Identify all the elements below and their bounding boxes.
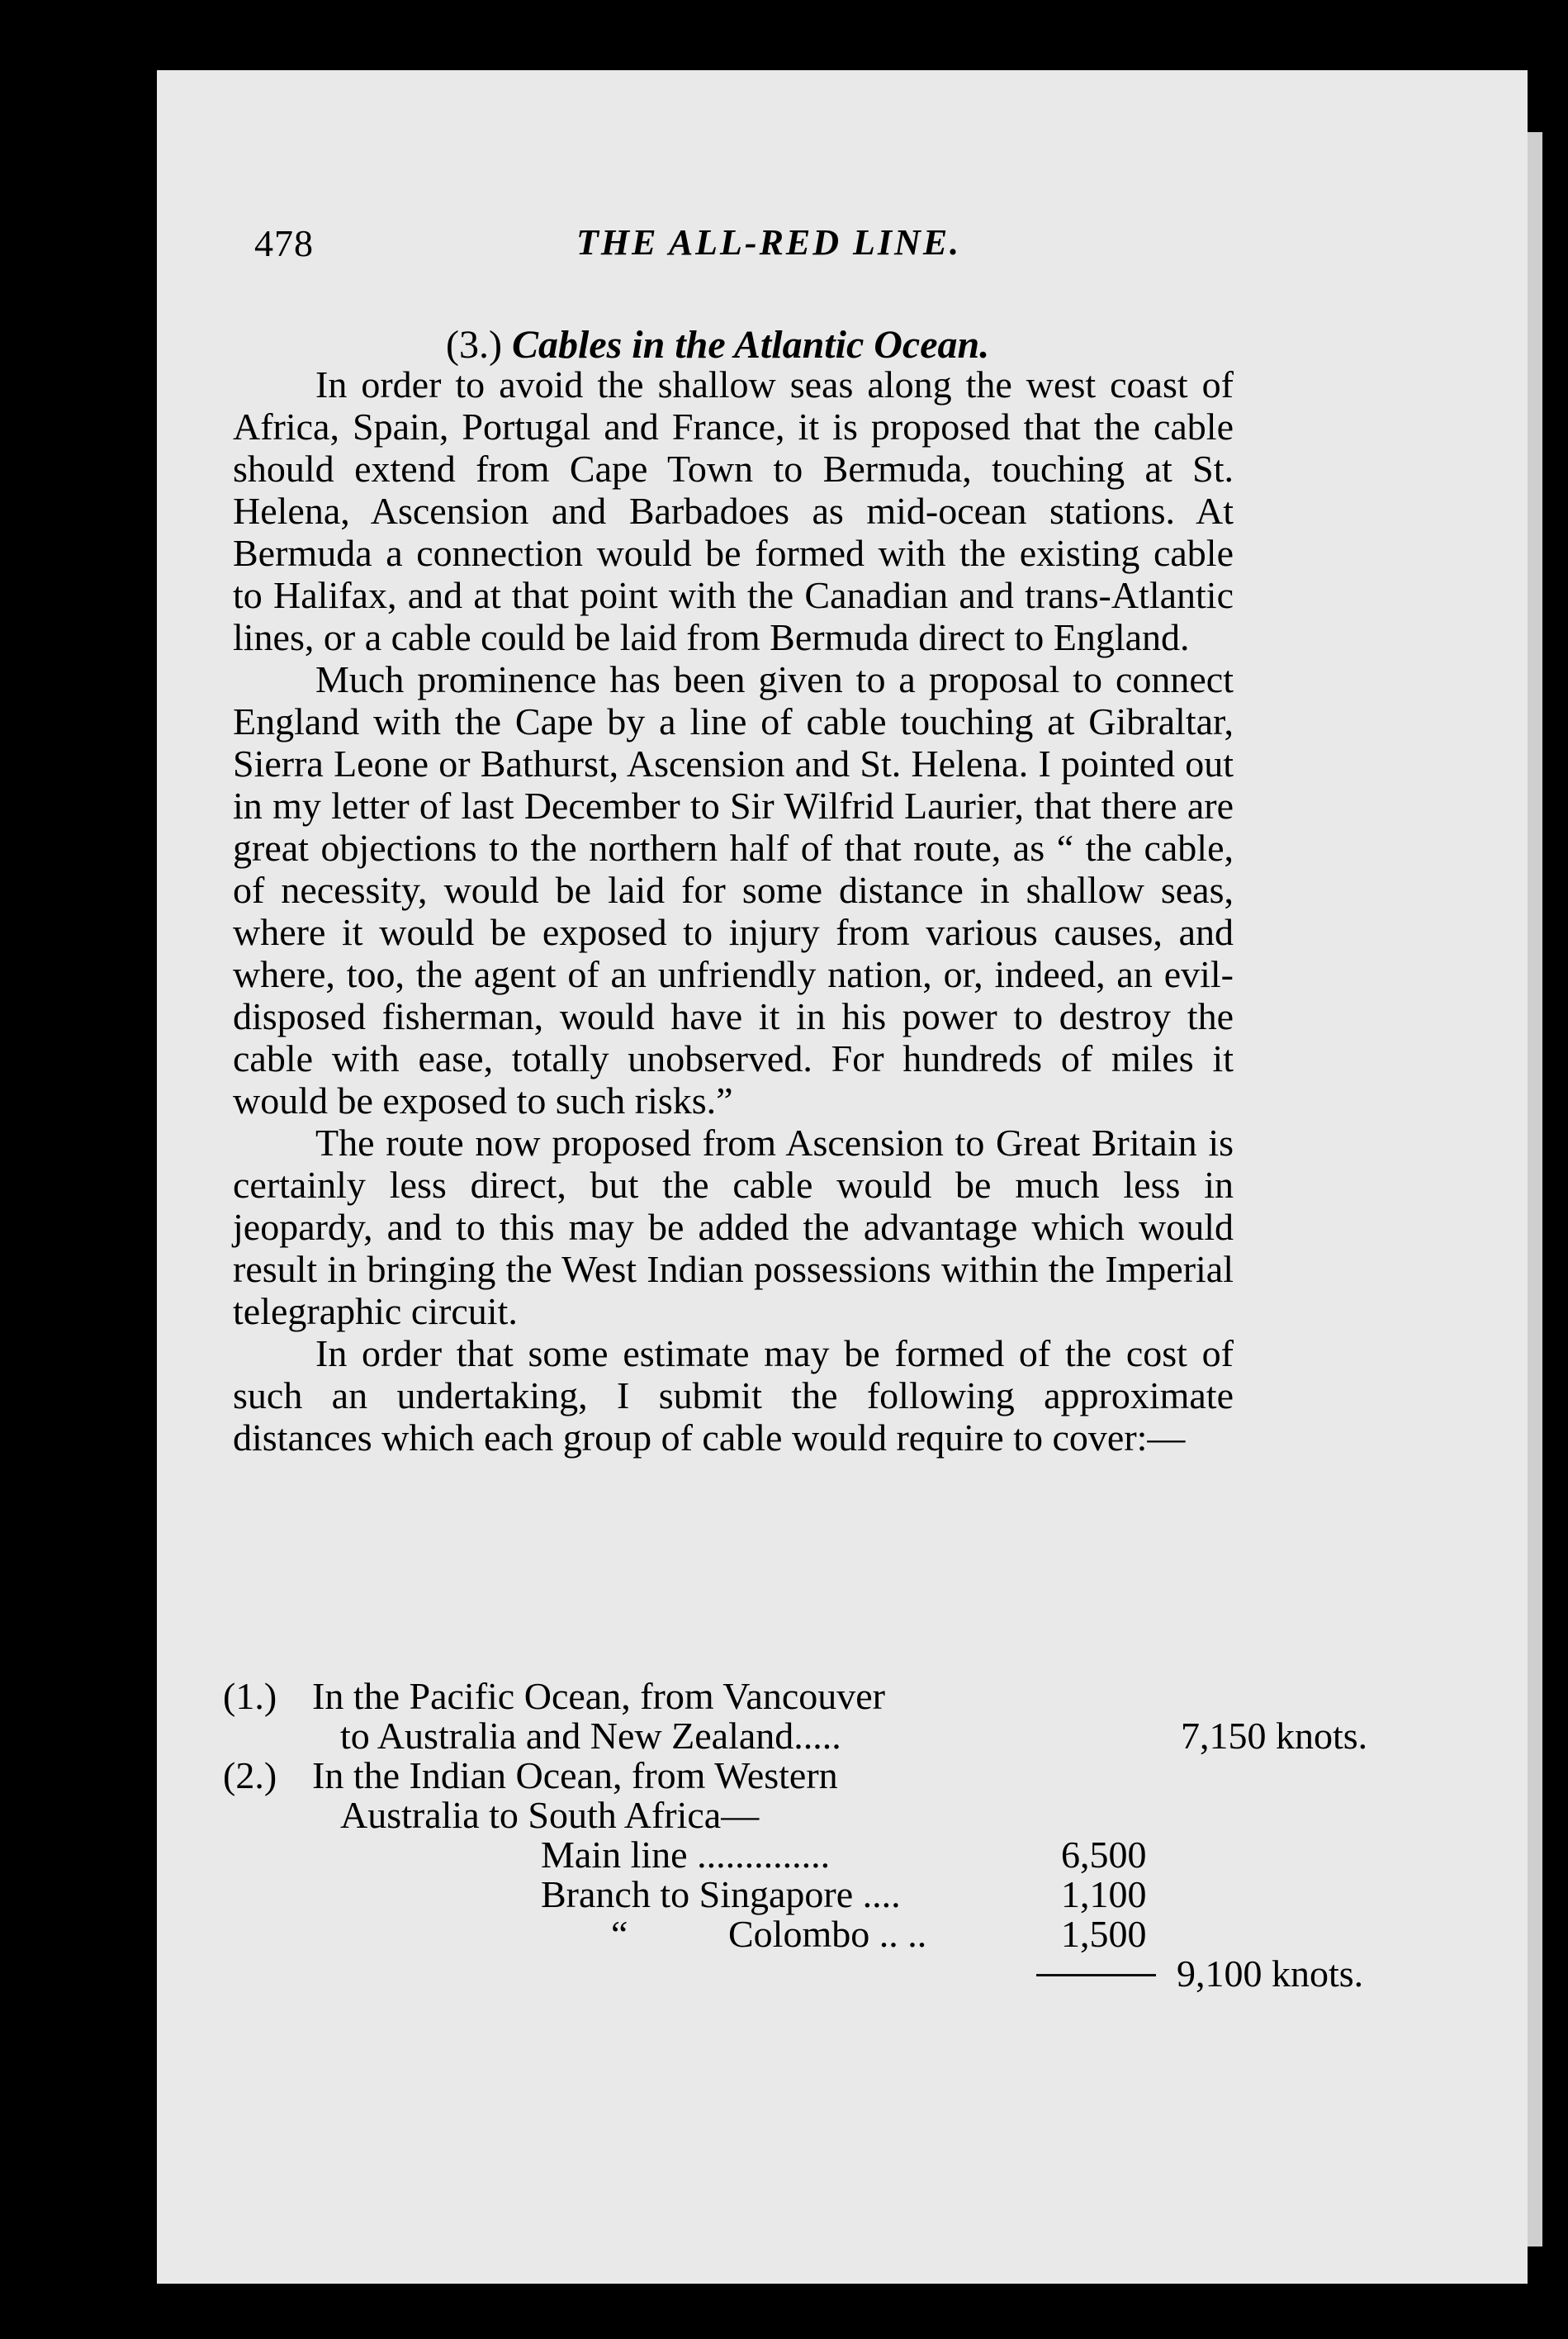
sub-item-label: Branch to Singapore ....	[541, 1873, 901, 1915]
page-number: 478	[254, 222, 314, 264]
paragraph: In order to avoid the shallow seas along the west coast of Africa, Spain, Portugal and France, it is proposed that the cable should extend from Cape Town to Bermuda, touching at St. Helena, Ascension and Barbadoes as mid-ocean stations. At Bermuda a connection would be formed with the existing cable to Halifax, and at that point with the Canadian and trans-Atlantic lines, or a cable could be laid from Bermuda direct to England.	[233, 363, 1234, 658]
item-number: (2.)	[223, 1754, 277, 1796]
distance-row	[223, 1954, 1412, 1994]
running-head: THE ALL-RED LINE.	[576, 222, 962, 263]
paragraph: Much prominence has been given to a proposal to connect England with the Cape by a line of cable touching at Gibraltar, Sierra Leone or Bathurst, Ascension and St. Helena. I pointed out in my letter of last December to Sir Wilfrid Laurier, that there are great objections to the northern half of that route, as “ the cable, of necessity, would be laid for some distance in shallow seas, where it would be exposed to injury from various causes, and where, too, the agent of an unfriendly nation, or, indeed, an evil-disposed fisherman, would have it in his power to destroy the cable with ease, totally unobserved. For hundreds of miles it would be exposed to such risks.”	[233, 658, 1234, 1122]
distances-table	[223, 1677, 1412, 1994]
distance-row	[223, 1835, 1412, 1875]
distance-row	[223, 1914, 1412, 1954]
item-text: to Australia and New Zealand.....	[340, 1715, 841, 1757]
distance-row	[223, 1677, 1412, 1716]
sub-item-value: 1,100	[1061, 1873, 1147, 1915]
item-text: In the Pacific Ocean, from Vancouver	[312, 1675, 885, 1717]
section-title: Cables in the Atlantic Ocean.	[511, 323, 990, 367]
sum-rule	[1036, 1974, 1156, 1976]
sub-item-value: 6,500	[1061, 1834, 1147, 1876]
ditto-mark: “	[611, 1913, 628, 1955]
item-number: (1.)	[223, 1675, 277, 1717]
distance-row	[223, 1716, 1412, 1756]
section-heading	[446, 322, 989, 368]
section-number: (3.)	[446, 323, 502, 367]
distance-row	[223, 1796, 1412, 1835]
page-spine-edge	[1528, 132, 1542, 2246]
distance-row	[223, 1875, 1412, 1914]
item-text: In the Indian Ocean, from Western	[312, 1754, 838, 1796]
item-text: Australia to South Africa—	[340, 1794, 760, 1836]
page-header	[254, 221, 1121, 279]
sub-item-value: 1,500	[1061, 1913, 1147, 1955]
paragraph: In order that some estimate may be formed of the cost of such an undertaking, I submit the following approximate distances which each group of cable would require to cover:—	[233, 1332, 1234, 1459]
sub-item-label: Colombo .. ..	[728, 1913, 927, 1955]
item-total: 7,150 knots.	[1181, 1715, 1368, 1757]
distance-row	[223, 1756, 1412, 1796]
body-text	[233, 363, 1234, 1459]
sub-item-label: Main line ..............	[541, 1834, 831, 1876]
paragraph: The route now proposed from Ascension to Great Britain is certainly less direct, but the cable would be much less in jeopardy, and to this may be added the advantage which would result in bringing the West Indian possessions within the Imperial telegraphic circuit.	[233, 1122, 1234, 1332]
item-total: 9,100 knots.	[1177, 1952, 1364, 1995]
